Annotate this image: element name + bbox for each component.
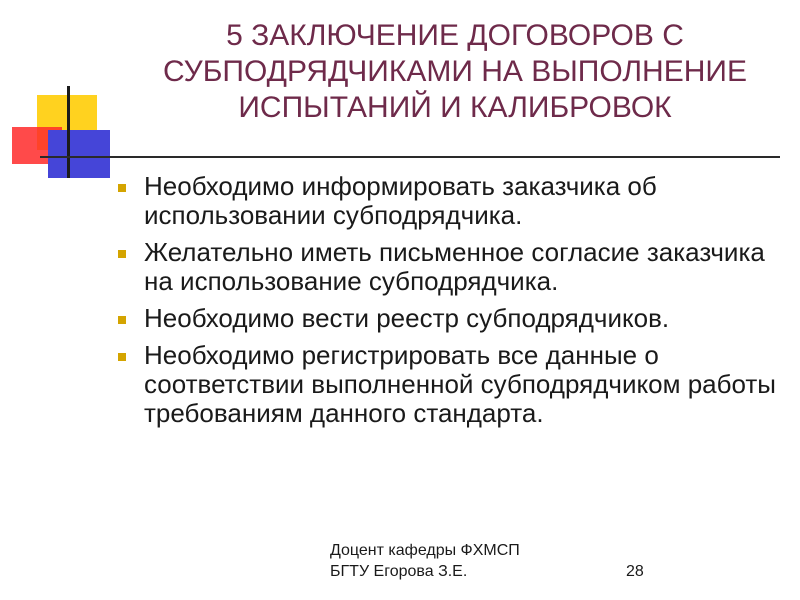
logo-vertical-line bbox=[67, 86, 70, 178]
bullet-text: Необходимо регистрировать все данные о соответствии выполненной субподрядчиком работы требованиям данного стандарта. bbox=[144, 340, 776, 428]
title-underline bbox=[40, 156, 780, 158]
bullet-text: Необходимо вести реестр субподрядчиков. bbox=[144, 303, 670, 333]
page-number: 28 bbox=[626, 563, 644, 580]
square-bullet-icon bbox=[118, 316, 126, 324]
logo-blue-square bbox=[48, 130, 110, 178]
bullet-item bbox=[118, 341, 778, 428]
square-bullet-icon bbox=[118, 184, 126, 192]
title-line-3: ИСПЫТАНИЙ И КАЛИБРОВОК bbox=[238, 91, 672, 124]
square-bullet-icon bbox=[118, 250, 126, 258]
slide-title bbox=[110, 18, 800, 126]
square-bullet-icon bbox=[118, 353, 126, 361]
bullet-text: Необходимо информировать заказчика об использовании субподрядчика. bbox=[144, 171, 657, 230]
bullet-text: Желательно иметь письменное согласие заказчика на использование субподрядчика. bbox=[144, 237, 765, 296]
bullet-item bbox=[118, 238, 778, 296]
title-line-2: СУБПОДРЯДЧИКАМИ НА ВЫПОЛНЕНИЕ bbox=[163, 55, 747, 88]
title-line-1: 5 ЗАКЛЮЧЕНИЕ ДОГОВОРОВ С bbox=[226, 19, 684, 52]
bullet-item bbox=[118, 172, 778, 230]
bullet-list bbox=[118, 172, 778, 436]
footer-line-1: Доцент кафедры ФХМСП bbox=[330, 542, 520, 559]
footer-author bbox=[330, 540, 520, 582]
footer-line-2: БГТУ Егорова З.Е. bbox=[330, 563, 468, 580]
bullet-item bbox=[118, 304, 778, 333]
